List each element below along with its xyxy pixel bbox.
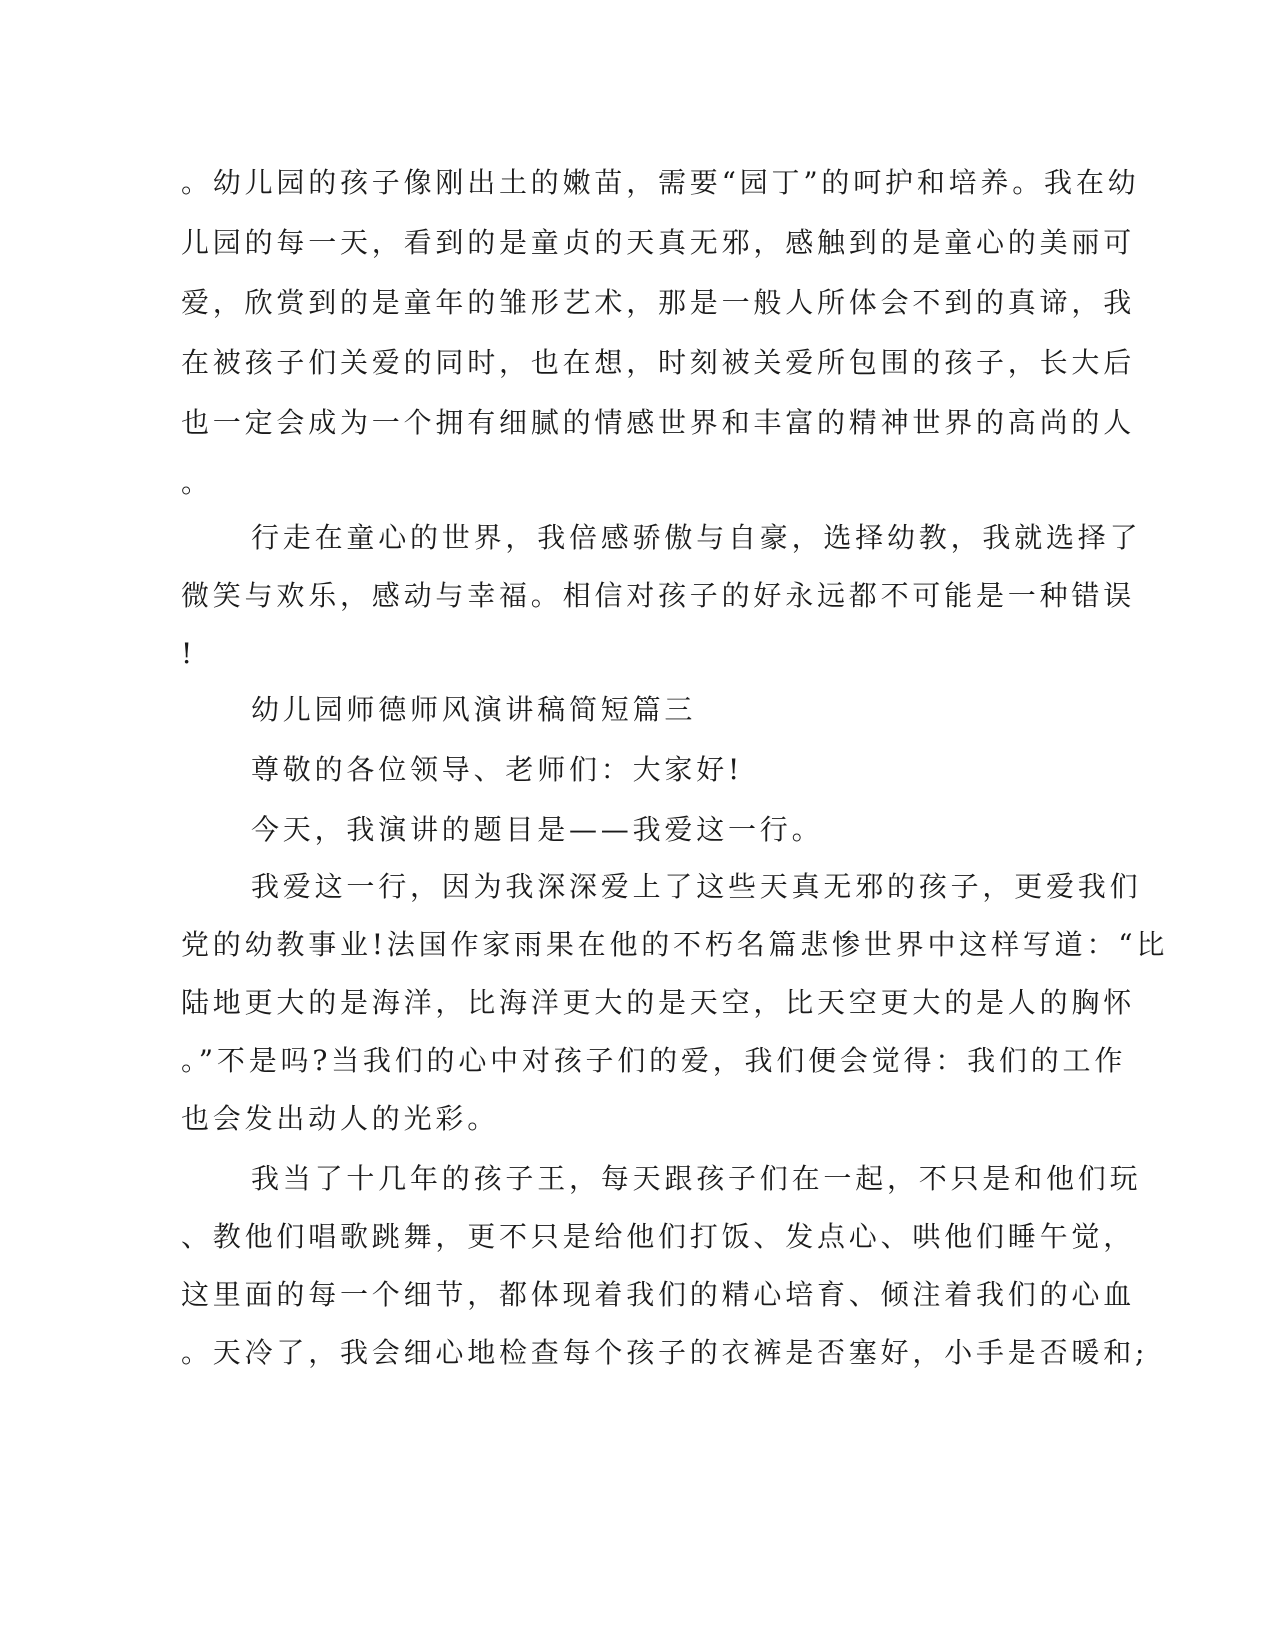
text-line: 儿园的每一天，看到的是童贞的天真无邪，感触到的是童心的美丽可: [181, 226, 1136, 259]
text-line: !: [181, 637, 197, 670]
text-line: 微笑与欢乐，感动与幸福。相信对孩子的好永远都不可能是一种错误: [181, 579, 1136, 612]
text-line: 我当了十几年的孩子王，每天跟孩子们在一起，不只是和他们玩: [251, 1162, 1142, 1195]
section-heading: 幼儿园师德师风演讲稿简短篇三: [251, 693, 697, 726]
text-line: 也会发出动人的光彩。: [181, 1102, 500, 1135]
text-line: 在被孩子们关爱的同时，也在想，时刻被关爱所包围的孩子，长大后: [181, 346, 1136, 379]
text-line: 这里面的每一个细节，都体现着我们的精心培育、倾注着我们的心血: [181, 1278, 1136, 1311]
text-line: 今天，我演讲的题目是——我爱这一行。: [251, 813, 824, 846]
text-line: 。”不是吗?当我们的心中对孩子们的爱，我们便会觉得：我们的工作: [181, 1044, 1127, 1077]
text-line: 陆地更大的是海洋，比海洋更大的是天空，比天空更大的是人的胸怀: [181, 986, 1136, 1019]
text-line: 。天冷了，我会细心地检查每个孩子的衣裤是否塞好，小手是否暖和;: [181, 1336, 1149, 1369]
text-line: 。幼儿园的孩子像刚出土的嫩苗，需要“园丁”的呵护和培养。我在幼: [181, 166, 1140, 199]
text-line: 也一定会成为一个拥有细腻的情感世界和丰富的精神世界的高尚的人: [181, 406, 1136, 439]
text-line: 尊敬的各位领导、老师们：大家好!: [251, 753, 744, 786]
text-line: 、教他们唱歌跳舞，更不只是给他们打饭、发点心、哄他们睡午觉，: [181, 1220, 1136, 1253]
text-line: 党的幼教事业!法国作家雨果在他的不朽名篇悲惨世界中这样写道：“比: [181, 928, 1169, 961]
text-line: 。: [181, 466, 213, 499]
text-line: 我爱这一行，因为我深深爱上了这些天真无邪的孩子，更爱我们: [251, 870, 1142, 903]
text-line: 行走在童心的世界，我倍感骄傲与自豪，选择幼教，我就选择了: [251, 521, 1142, 554]
text-line: 爱，欣赏到的是童年的雏形艺术，那是一般人所体会不到的真谛，我: [181, 286, 1136, 319]
